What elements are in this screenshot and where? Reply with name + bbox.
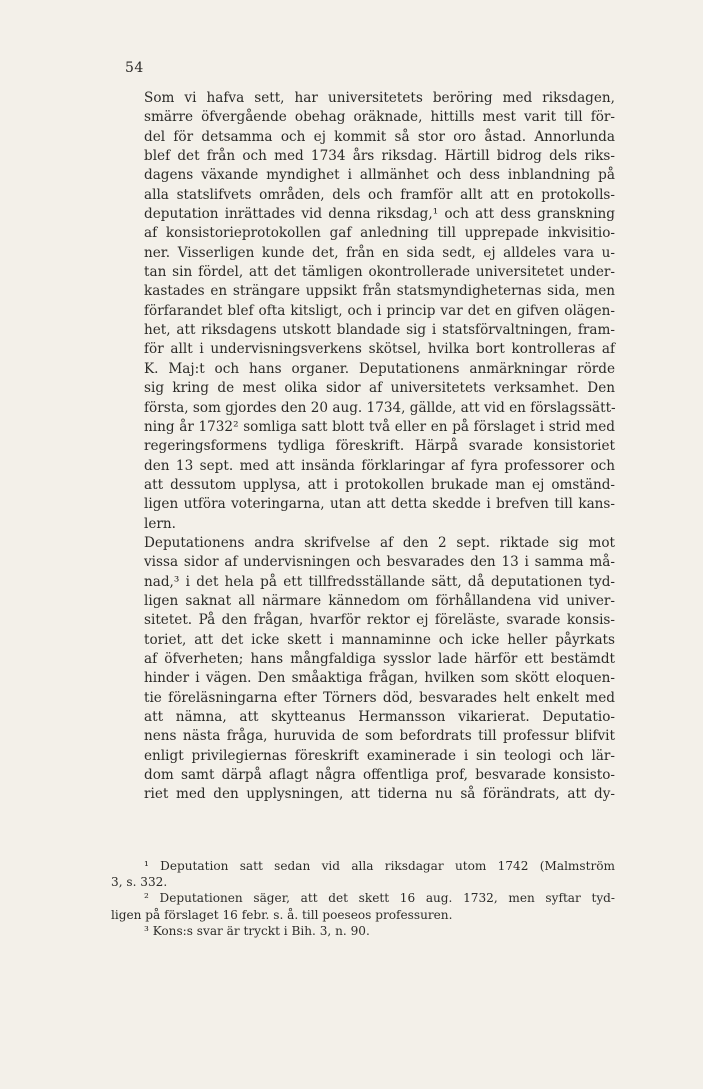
footnote-line: 3, s. 332. <box>111 875 168 890</box>
page-number: 54 <box>125 60 144 76</box>
footnote-line: ³ Kons:s svar är tryckt i Bih. 3, n. 90. <box>144 923 370 938</box>
footnote-line: ¹ Deputation satt sedan vid alla riksdagar utom 1742 (Malmström <box>144 859 615 873</box>
text-line: första, som gjordes den 20 aug. 1734, gällde, att vid en förslagssätt- <box>144 399 616 416</box>
text-line: ning år 1732² somliga satt blott två eller en på förslaget i strid med <box>144 418 615 435</box>
text-line: enligt privilegiernas föreskrift examinerade i sin teologi och lär- <box>144 747 615 764</box>
text-line: Som vi hafva sett, har universitetets beröring med riksdagen, <box>144 90 615 106</box>
footnote-line: ² Deputationen säger, att det skett 16 aug. 1732, men syftar tyd- <box>144 891 615 906</box>
text-line: förfarandet blef ofta kitsligt, och i princip var det en gifven olägen- <box>144 302 615 319</box>
text-line: att nämna, att skytteanus Hermansson vikarierat. Deputatio- <box>144 709 615 725</box>
text-line: toriet, att det icke skett i mannaminne och icke heller påyrkats <box>144 631 615 648</box>
text-line: vissa sidor af undervisningen och besvarades den 13 i samma må- <box>144 554 615 571</box>
footnote-line: ligen på förslaget 16 febr. s. å. till poeseos professuren. <box>111 907 453 922</box>
text-line: tan sin fördel, att det tämligen okontrollerade universitetet under- <box>144 264 615 281</box>
text-line: regeringsformens tydliga föreskrift. Härpå svarade konsistoriet <box>144 438 615 455</box>
text-line: tie föreläsningarna efter Törners död, besvarades helt enkelt med <box>144 689 615 706</box>
text-line: nad,³ i det hela på ett tillfredsställande sätt, då deputationen tyd- <box>144 573 615 590</box>
text-line: af öfverheten; hans mångfaldiga sysslor lade härför ett bestämdt <box>144 650 615 667</box>
paragraph-1 <box>111 89 615 534</box>
text-line: deputation inrättades vid denna riksdag,¹ och att dess granskning <box>144 206 615 223</box>
text-line: dagens växande myndighet i allmänhet och dess inblandning på <box>144 167 615 184</box>
text-line: ligen utföra voteringarna, utan att detta skedde i brefven till kans- <box>144 496 615 513</box>
body-text <box>111 89 615 805</box>
footnote-3 <box>111 923 615 939</box>
footnote-1 <box>111 858 615 890</box>
text-line: sig kring de mest olika sidor af universitetets verksamhet. Den <box>144 380 615 397</box>
text-line: hinder i vägen. Den småaktiga frågan, hvilken som skött eloquen- <box>144 670 615 687</box>
text-line: ner. Visserligen kunde det, från en sida sedt, ej alldeles vara u- <box>144 244 615 261</box>
text-line: den 13 sept. med att insända förklaringar af fyra professorer och <box>144 457 615 474</box>
text-line: kastades en strängare uppsikt från statsmyndigheternas sida, men <box>144 283 615 300</box>
text-line: K. Maj:t och hans organer. Deputationens anmärkningar rörde <box>144 360 615 377</box>
text-line: riet med den upplysningen, att tiderna nu så förändrats, att dy- <box>144 786 615 803</box>
footnote-2 <box>111 890 615 922</box>
text-line: del för detsamma och ej kommit så stor oro åstad. Annorlunda <box>144 128 615 145</box>
text-line: dom samt därpå aflagt några offentliga prof, besvarade konsisto- <box>144 767 615 784</box>
text-line: sitetet. På den frågan, hvarför rektor ej föreläste, svarade konsis- <box>144 612 615 629</box>
text-line: nens nästa fråga, huruvida de som befordrats till professur blifvit <box>144 728 615 745</box>
text-line: att dessutom upplysa, att i protokollen brukade man ej omständ- <box>144 476 615 493</box>
paragraph-2 <box>111 534 615 805</box>
text-line: ligen saknat all närmare kännedom om förhållandena vid univer- <box>144 592 615 609</box>
text-line: smärre öfvergående obehag oräknade, hittills mest varit till för- <box>144 109 615 126</box>
text-line: blef det från och med 1734 års riksdag. Härtill bidrog dels riks- <box>144 148 615 165</box>
text-line: af konsistorieprotokollen gaf anledning till upprepade inkvisitio- <box>144 225 615 242</box>
text-line: het, att riksdagens utskott blandade sig i statsförvaltningen, fram- <box>144 322 615 339</box>
text-line: lern. <box>144 515 176 532</box>
text-line: för allt i undervisningsverkens skötsel, hvilka bort kontrolleras af <box>144 341 615 358</box>
footnotes <box>111 858 615 939</box>
text-line: Deputationens andra skrifvelse af den 2 sept. riktade sig mot <box>144 534 615 551</box>
text-line: alla statslifvets områden, dels och framför allt att en protokolls- <box>144 186 615 203</box>
